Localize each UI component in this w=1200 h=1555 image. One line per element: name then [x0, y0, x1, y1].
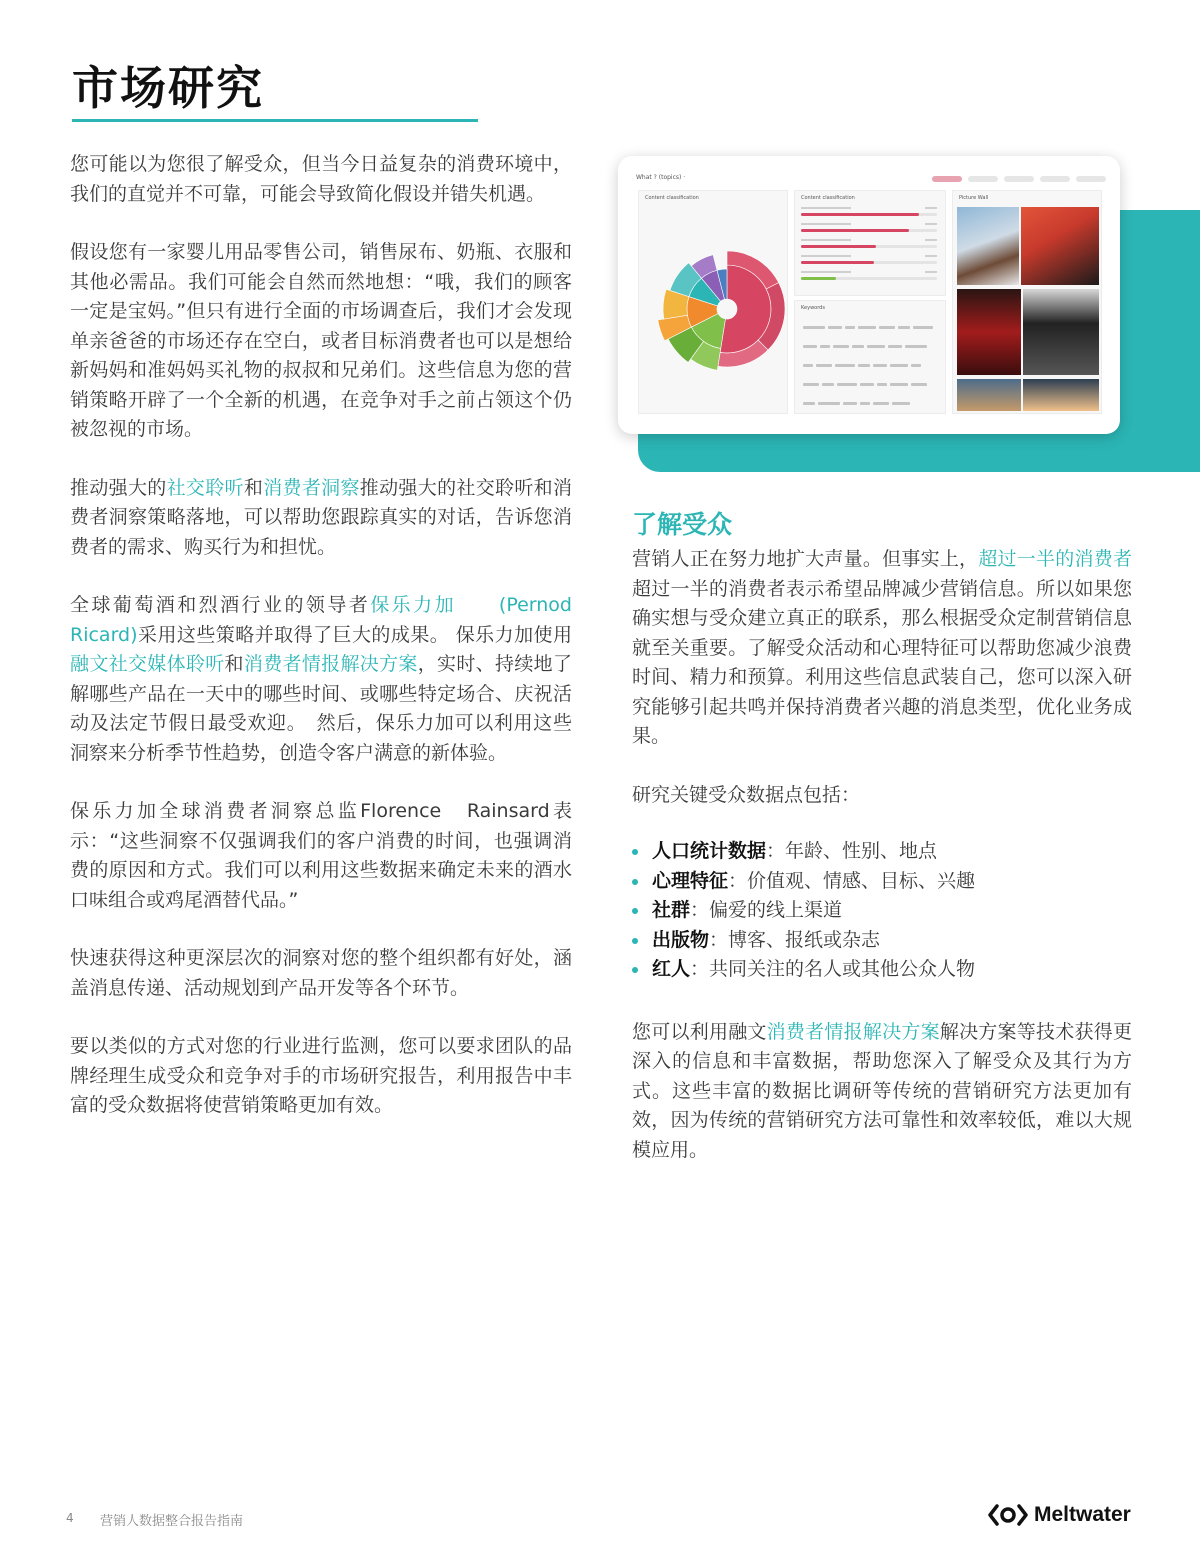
paragraph-benefits: 快速获得这种更深层次的洞察对您的整个组织都有好处，涵盖消息传递、活动规划到产品开发等各个环节。: [70, 947, 572, 999]
bullet-dot: [632, 908, 638, 914]
bullet-dot: [632, 938, 638, 944]
keyword: [803, 364, 813, 367]
right-column: [632, 505, 1132, 1194]
panel-picture-wall: [952, 190, 1102, 414]
list-item: [632, 926, 1132, 956]
keyword: [816, 364, 832, 367]
bullet-dot: [632, 849, 638, 855]
list-item: [632, 896, 1132, 926]
bar-row: [801, 223, 937, 235]
keyword: [913, 326, 933, 329]
text: 和: [243, 476, 264, 499]
photo-tile: [1023, 289, 1099, 375]
stat-chip: [1004, 176, 1034, 182]
photo-tile: [1023, 379, 1099, 411]
bar-value: [925, 271, 937, 273]
audience-data-list: [632, 837, 1132, 985]
keyword: [873, 364, 887, 367]
keyword: [860, 383, 874, 386]
bar-value: [925, 207, 937, 209]
bar-row: [801, 239, 937, 251]
keyword: [890, 383, 908, 386]
photo-tile: [1021, 207, 1099, 285]
list-item: [632, 867, 1132, 897]
keyword: [803, 402, 815, 405]
photo-tile: [957, 289, 1021, 375]
bar-row: [801, 271, 937, 283]
desc: 偏爱的线上渠道: [709, 899, 843, 921]
link-pernod-ricard[interactable]: 保乐力加 (Pernod Ricard): [70, 594, 572, 646]
keyword: [822, 383, 834, 386]
keyword: [845, 326, 855, 329]
keyword: [911, 364, 921, 367]
paragraph-baby-store: 假设您有一家婴儿用品零售公司，销售尿布、奶瓶、衣服和其他必需品。我们可能会自然而然地想：“哦，我们的顾客一定是宝妈。”但只有进行全面的市场调查后，我们才会发现单亲爸爸的市场还存在空白，或者目标消费者也可以是想给新妈妈和准妈妈买礼物的叔叔和兄弟们。这些信息为您的营销策略开辟了一个全新的机遇，在竞争对手之前占领这个仍被忽视的市场。: [70, 241, 572, 440]
link-consumer-insights[interactable]: 消费者洞察: [263, 476, 360, 499]
sep: ：: [709, 928, 729, 951]
bar-label: [801, 271, 851, 273]
bar-value: [925, 255, 937, 257]
keyword: [803, 383, 819, 386]
link-over-half-consumers[interactable]: 超过一半的消费者: [978, 548, 1132, 570]
photo-tile: [957, 379, 1021, 411]
text: 推动强大的社交聆听和消费者洞察策略落地，可以帮助您跟踪真实的对话，告诉您消费者的需求、购买行为和担忧。: [70, 476, 572, 558]
keyword: [835, 364, 855, 367]
text: 营销人正在努力地扩大声量。但事实上，: [632, 548, 979, 570]
sep: ：: [766, 840, 786, 862]
stat-chip: [1040, 176, 1070, 182]
bullet-dot: [632, 879, 638, 885]
paragraph-consumer-intelligence: [632, 1018, 1132, 1166]
bar-value: [925, 239, 937, 241]
keyword: [852, 345, 864, 348]
text: 全球葡萄酒和烈酒行业的领导者: [70, 594, 371, 616]
text: 和: [224, 653, 244, 675]
link-consumer-intelligence[interactable]: 消费者情报解决方案: [243, 653, 418, 675]
footer-doc-title: 营销人数据整合报告指南: [100, 1514, 244, 1529]
text: 解决方案等技术获得更深入的信息和丰富数据，帮助您深入了解受众及其行为方式。这些丰富的数据比调研等传统的营销研究方法更加有效，因为传统的营销研究方法可靠性和效率较低，难以大规模应用。: [632, 1020, 1132, 1161]
term: 出版物: [652, 928, 710, 951]
keyword: [890, 364, 908, 367]
link-consumer-intelligence-solution[interactable]: 消费者情报解决方案: [766, 1020, 940, 1043]
paragraph-audience: [632, 545, 1132, 752]
dashboard-screenshot: [618, 156, 1120, 434]
keyword: [879, 326, 895, 329]
term: 人口统计数据: [652, 840, 767, 862]
page-title: 市场研究: [72, 61, 264, 115]
panel-title: Picture Wall: [959, 195, 989, 201]
paragraph-data-points: 研究关键受众数据点包括：: [632, 783, 861, 806]
bar-label: [801, 255, 851, 257]
keyword: [818, 402, 840, 405]
bar-value: [925, 223, 937, 225]
panel-title: Keywords: [801, 305, 825, 311]
keyword: [828, 326, 842, 329]
paragraph-quote: 保乐力加全球消费者洞察总监Florence Rainsard表示：“这些洞察不仅强调我们的客户消费的时间，也强调消费的原因和方式。我们可以利用这些数据来确定未来的酒水口味组合或鸡尾酒替代品。”: [70, 800, 572, 911]
link-social-listening[interactable]: 社交聆听: [166, 476, 244, 499]
meltwater-logo-icon: [988, 1503, 1028, 1527]
bar-fill: [801, 245, 876, 248]
keyword: [820, 345, 830, 348]
sunburst-chart: [639, 191, 789, 415]
sep: ：: [728, 869, 748, 892]
meltwater-logo: [988, 1503, 1131, 1527]
text: 推动强大的: [70, 476, 167, 499]
link-social-media-listening[interactable]: 融文社交媒体聆听: [70, 653, 225, 675]
bar-row: [801, 255, 937, 267]
sep: ：: [690, 958, 710, 980]
keyword: [860, 402, 870, 405]
keyword: [873, 402, 889, 405]
keyword: [858, 326, 876, 329]
keyword: [877, 383, 887, 386]
bar-fill: [801, 261, 874, 264]
paragraph-social-listening: [70, 474, 572, 563]
stat-chip: [932, 176, 962, 182]
paragraph-intro: 您可能以为您很了解受众，但当今日益复杂的消费环境中，我们的直觉并不可靠，可能会导致简化假设并错失机遇。: [70, 153, 572, 205]
dashboard-stats: [932, 176, 1106, 182]
desc: 共同关注的名人或其他公众人物: [709, 958, 976, 980]
title-underline: [72, 119, 478, 122]
desc: 价值观、情感、目标、兴趣: [747, 869, 976, 892]
term: 红人: [652, 958, 691, 980]
text: 超过一半的消费者表示希望品牌减少营销信息。所以如果您确实想与受众建立真正的联系，那么根据受众定制营销信息就至关重要。了解受众活动和心理特征可以帮助您减少浪费时间、精力和预算。利用这些信息武装自己，您可以深入研究能够引起共鸣并保持消费者兴趣的消息类型，优化业务成果。: [632, 577, 1132, 747]
keyword: [803, 326, 825, 329]
keyword: [867, 345, 885, 348]
keyword: [803, 345, 817, 348]
text: ，实时、持续地了解哪些产品在一天中的哪些时间、或哪些特定场合、庆祝活动及法定节假日最受欢迎。 然后，保乐力加可以利用这些洞察来分析季节性趋势，创造令客户满意的新体验。: [70, 653, 572, 764]
term: 社群: [652, 899, 691, 921]
keyword-cloud: [803, 317, 937, 412]
panel-title: Content classification: [801, 195, 855, 201]
bar-label: [801, 223, 851, 225]
dashboard-title: What ? (topics) ·: [636, 174, 686, 181]
page-number: 4: [66, 1511, 74, 1525]
left-column: [70, 150, 572, 1150]
keyword: [905, 345, 927, 348]
bar-fill: [801, 229, 909, 232]
list-item: [632, 837, 1132, 867]
sep: ：: [690, 899, 710, 921]
keyword: [833, 345, 849, 348]
panel-title: Content classification: [645, 195, 699, 201]
bar-fill: [801, 277, 836, 280]
keyword: [843, 402, 857, 405]
stat-chip: [1076, 176, 1106, 182]
keyword: [858, 364, 870, 367]
bar-label: [801, 207, 851, 209]
photo-tile: [957, 207, 1019, 285]
bar-fill: [801, 213, 919, 216]
panel-sunburst: [638, 190, 788, 414]
paragraph-monitoring: 要以类似的方式对您的行业进行监测，您可以要求团队的品牌经理生成受众和竞争对手的市场研究报告，利用报告中丰富的受众数据将使营销策略更加有效。: [70, 1035, 572, 1116]
keyword: [837, 383, 857, 386]
desc: 博客、报纸或杂志: [728, 928, 881, 951]
panel-bars: [794, 190, 946, 296]
keyword: [898, 326, 910, 329]
keyword: [892, 402, 910, 405]
bar-label: [801, 239, 851, 241]
desc: 年龄、性别、地点: [785, 840, 938, 862]
dashboard-header: [636, 174, 1106, 188]
section-heading: 了解受众: [632, 510, 733, 539]
keyword: [888, 345, 902, 348]
keyword: [911, 383, 927, 386]
paragraph-pernod-ricard: [70, 591, 572, 768]
list-item: [632, 955, 1132, 985]
brand-name: Meltwater: [1034, 1503, 1131, 1526]
text: 您可以利用融文: [632, 1020, 767, 1043]
bullet-dot: [632, 967, 638, 973]
text: 采用这些策略并取得了巨大的成果。 保乐力加使用: [137, 623, 572, 646]
stat-chip: [968, 176, 998, 182]
panel-keywords: [794, 300, 946, 414]
term: 心理特征: [652, 869, 729, 892]
bar-row: [801, 207, 937, 219]
